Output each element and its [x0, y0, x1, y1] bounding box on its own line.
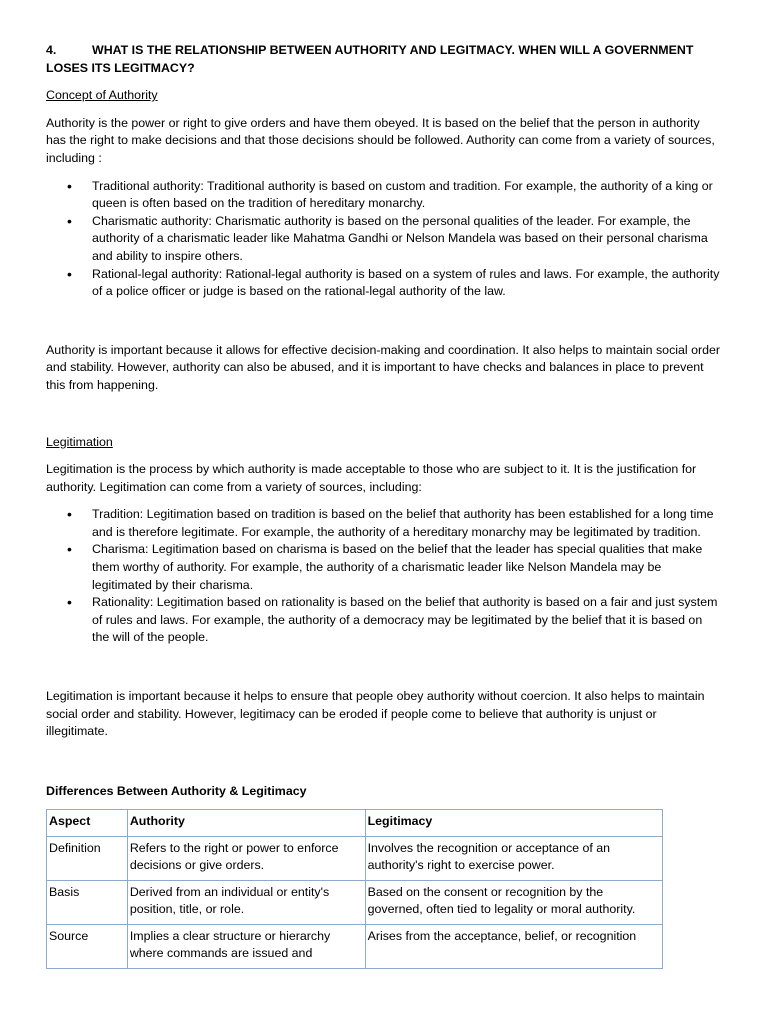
list-item: • Tradition: Legitimation based on tradition is based on the belief that authority has been established for a long time and is therefore legitimate. For example, the authority of a hereditary monarchy may be legitimated by tradition.: [46, 506, 722, 541]
table-cell: Involves the recognition or acceptance of an authority's right to exercise power.: [365, 837, 662, 881]
question-number: 4.: [46, 43, 57, 57]
table-cell: Refers to the right or power to enforce decisions or give orders.: [127, 837, 365, 881]
legitimation-bullet-list: [46, 506, 722, 647]
table-cell: Source: [47, 925, 128, 969]
question-title: WHAT IS THE RELATIONSHIP BETWEEN AUTHORITY AND LEGITMACY. WHEN WILL A GOVERNMENT LOSES ITS LEGITMACY?: [46, 43, 694, 75]
table-row: [47, 925, 663, 969]
question-heading: [46, 42, 722, 77]
differences-table-title: Differences Between Authority & Legitimacy: [46, 783, 307, 798]
table-row: [47, 881, 663, 925]
table-cell: Derived from an individual or entity's position, title, or role.: [127, 881, 365, 925]
table-cell: Basis: [47, 881, 128, 925]
list-item: • Traditional authority: Traditional authority is based on custom and tradition. For example, the authority of a king or queen is often based on the tradition of hereditary monarchy.: [46, 178, 722, 213]
list-item: • Charisma: Legitimation based on charisma is based on the belief that the leader has special qualities that make them worthy of authority. For example, the authority of a charismatic leader like Nelson Mandela may be legitimated by their charisma.: [46, 541, 722, 594]
table-header-cell: Legitimacy: [365, 810, 662, 837]
authority-bullet-list: [46, 178, 722, 301]
table-cell: Based on the consent or recognition by the governed, often tied to legality or moral authority.: [365, 881, 662, 925]
list-item: • Rationality: Legitimation based on rationality is based on the belief that authority is based on a fair and just system of rules and laws. For example, the authority of a democracy may be legitimated by the belief that it is based on the will of the people.: [46, 594, 722, 647]
list-item: • Charismatic authority: Charismatic authority is based on the personal qualities of the leader. For example, the authority of a charismatic leader like Mahatma Gandhi or Nelson Mandela was based on their personal charisma and ability to inspire others.: [46, 213, 722, 266]
table-row: [47, 837, 663, 881]
legitimation-heading: Legitimation: [46, 434, 113, 449]
table-header-cell: Authority: [127, 810, 365, 837]
authority-closing: Authority is important because it allows for effective decision-making and coordination. It also helps to maintain social order and stability. However, authority can also be abused, and it is important to have checks and balances in place to prevent this from happening.: [46, 342, 721, 392]
table-header-cell: Aspect: [47, 810, 128, 837]
differences-table: [46, 809, 663, 969]
table-cell: Implies a clear structure or hierarchy where commands are issued and: [127, 925, 365, 969]
document-page: [46, 42, 722, 969]
authority-intro: Authority is the power or right to give orders and have them obeyed. It is based on the belief that the person in authority has the right to make decisions and that those decisions should be followed. Authority can come from a variety of sources, including :: [46, 115, 715, 165]
legitimation-intro: Legitimation is the process by which authority is made acceptable to those who are subject to it. It is the justification for authority. Legitimation can come from a variety of sources, including:: [46, 462, 697, 494]
list-item: • Rational-legal authority: Rational-legal authority is based on a system of rules and laws. For example, the authority of a police officer or judge is based on the rational-legal authority of the law.: [46, 266, 722, 301]
authority-heading: Concept of Authority: [46, 88, 158, 103]
legitimation-closing: Legitimation is important because it helps to ensure that people obey authority without coercion. It also helps to maintain social order and stability. However, legitimacy can be eroded if people come to believe that authority is unjust or illegitimate.: [46, 689, 705, 739]
table-cell: Arises from the acceptance, belief, or recognition: [365, 925, 662, 969]
table-cell: Definition: [47, 837, 128, 881]
table-header-row: [47, 810, 663, 837]
